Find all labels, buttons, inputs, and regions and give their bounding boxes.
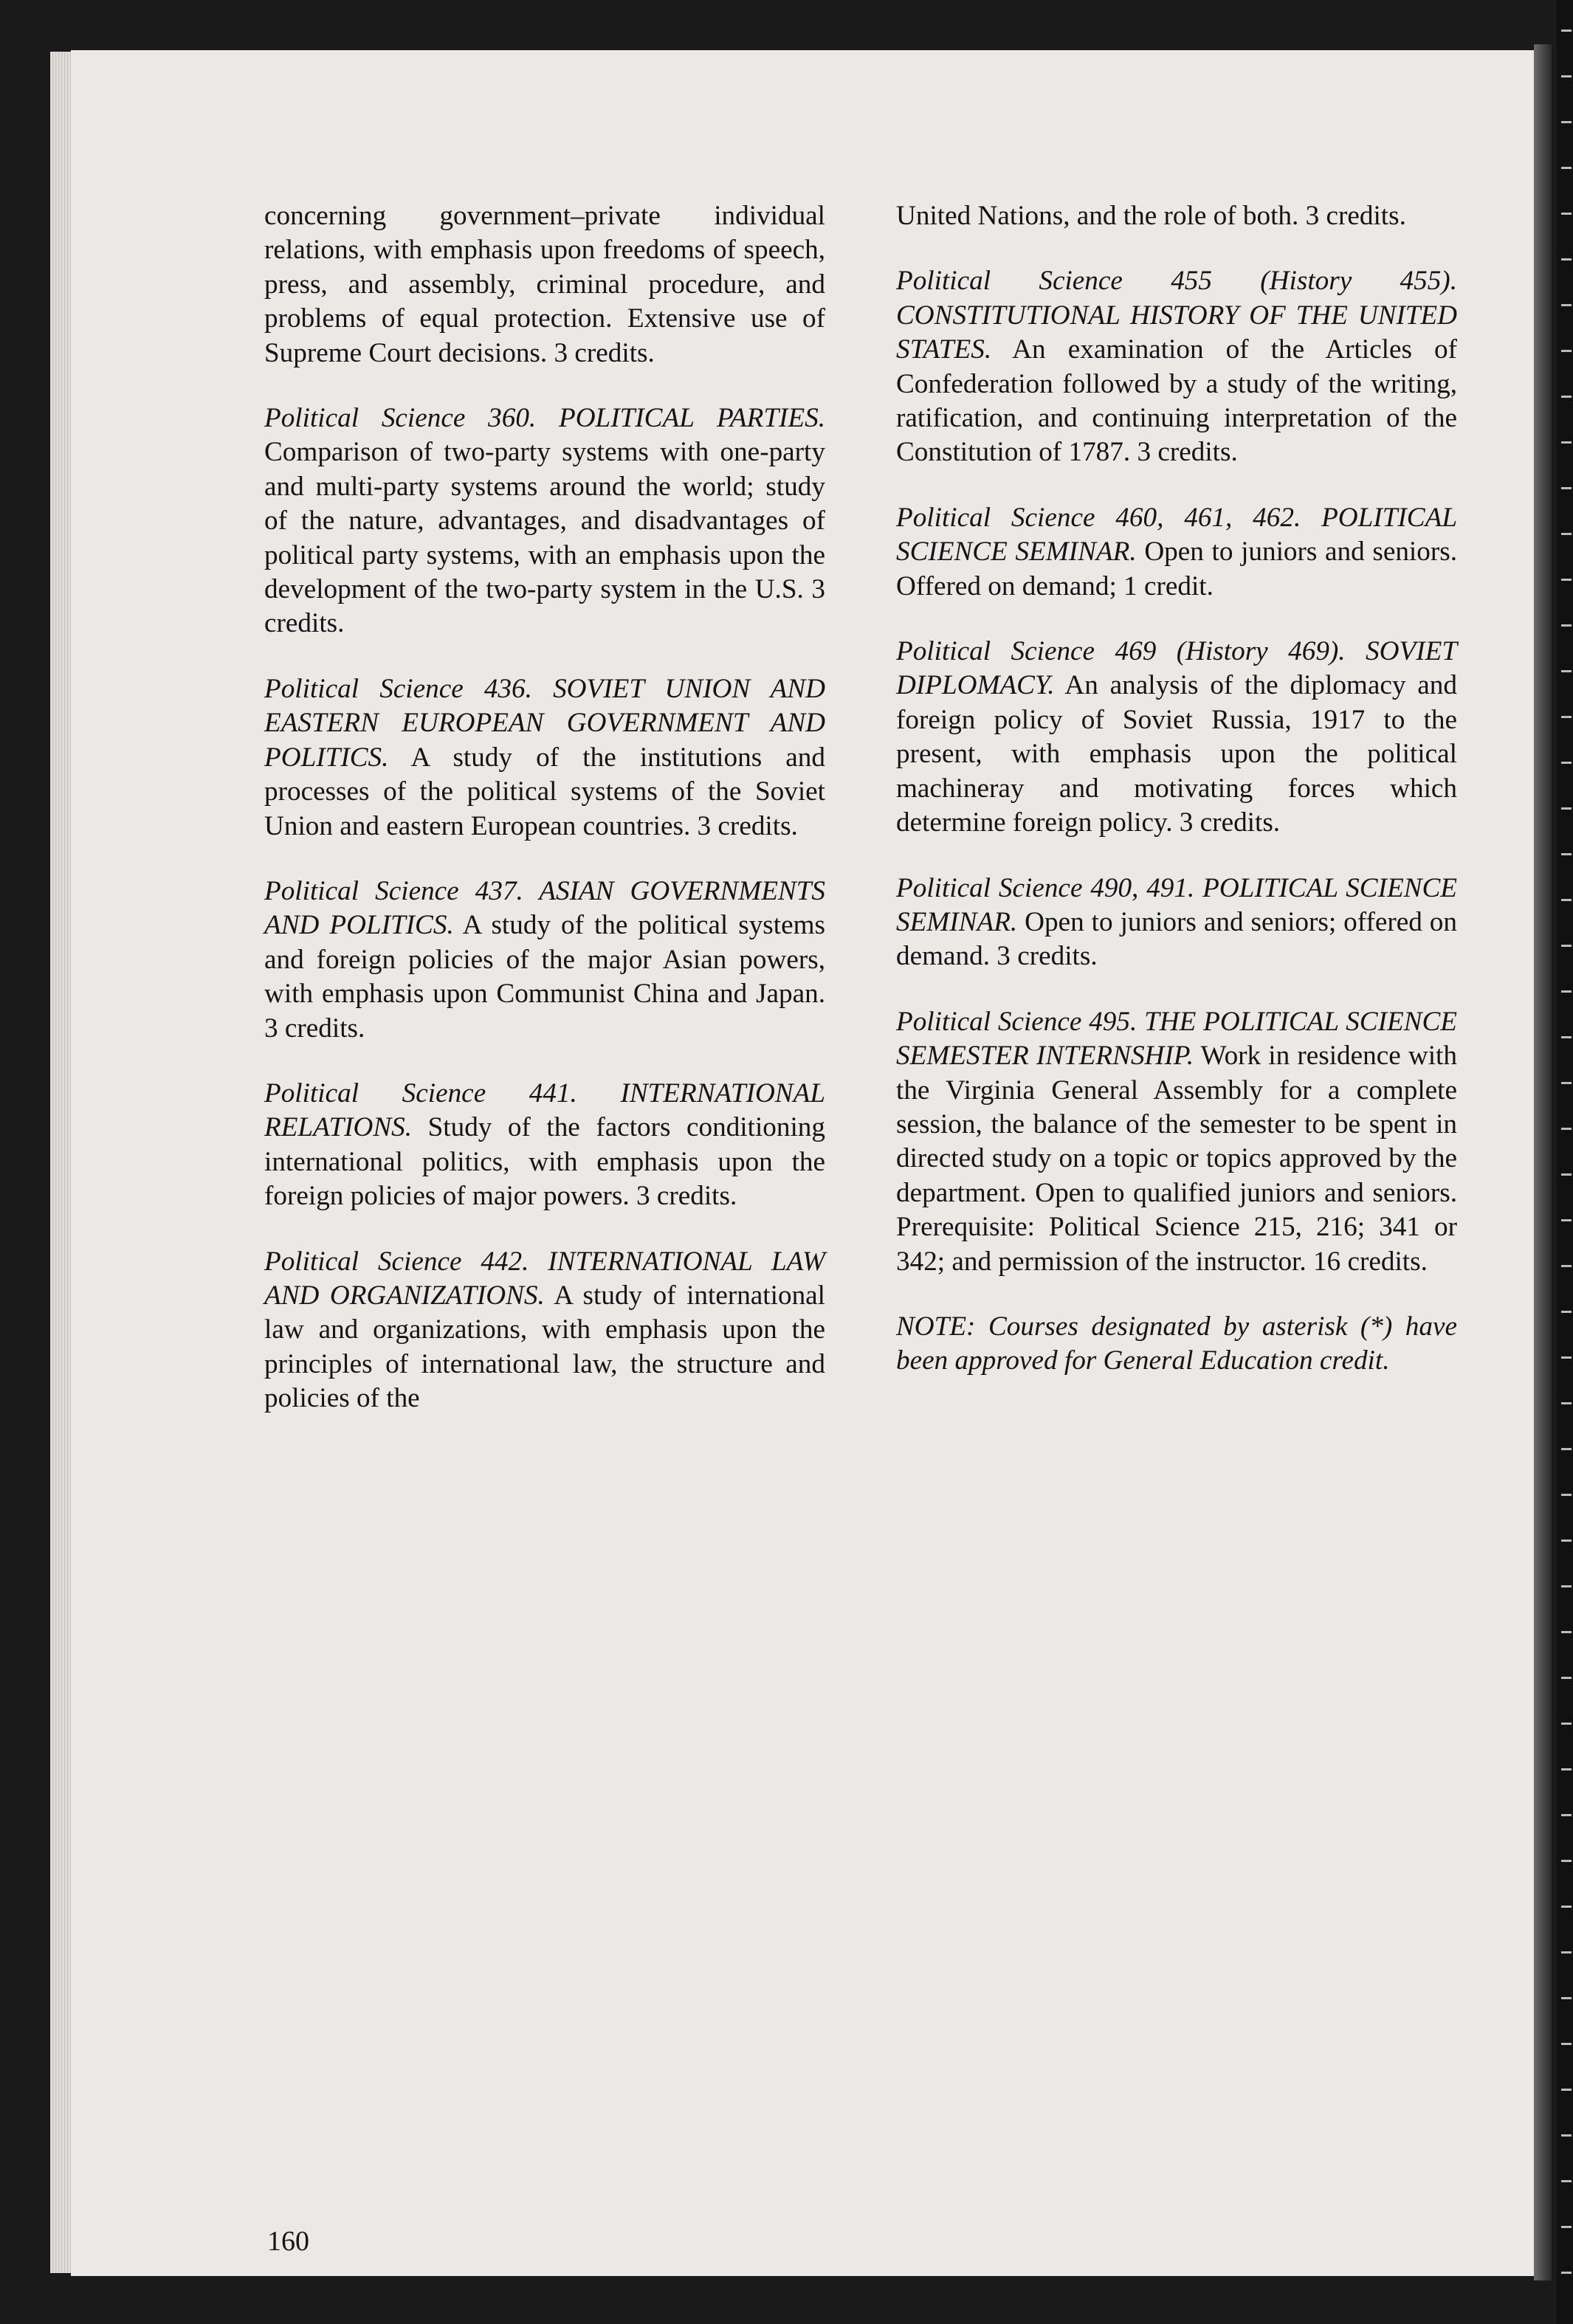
ruler-tick [1561,533,1572,535]
ruler-tick [1561,945,1572,947]
ruler-tick [1561,2043,1572,2045]
course-entry [264,672,825,844]
ruler-tick [1561,2272,1572,2274]
ruler-tick [1561,1082,1572,1084]
book-spine [1534,44,1552,2280]
ruler-tick [1561,716,1572,718]
course-heading: Political Science 441. INTERNATIONAL RELATIONS. [264,1077,825,1143]
course-description: Study of the factors conditioning international politics, with emphasis upon the foreign policies of major powers. 3 credits. [264,1112,825,1212]
ruler-tick [1561,1768,1572,1770]
ruler-tick [1561,350,1572,352]
ruler-tick [1561,624,1572,627]
course-heading: Political Science 437. ASIAN GOVERNMENTS AND POLITICS. [264,875,825,941]
general-education-note: NOTE: Courses designated by asterisk (*) have been approved for General Education credit. [896,1311,1457,1376]
course-entry [896,635,1457,840]
ruler-tick [1561,2134,1572,2137]
course-description: An examination of the Articles of Confederation followed by a study of the writing, ratification, and continuing interpretation of the Constitution of 1787. 3 credits. [896,334,1457,468]
course-entry [896,872,1457,974]
course-entry [896,501,1457,604]
ruler-tick [1561,1677,1572,1679]
ruler-tick [1561,1494,1572,1496]
ruler-tick [1561,1265,1572,1267]
scan-ruler [1557,0,1573,2324]
course-heading: Political Science 436. SOVIET UNION AND EASTERN EUROPEAN GOVERNMENT AND POLITICS. [264,673,825,773]
course-description: An analysis of the diplomacy and foreign policy of Soviet Russia, 1917 to the present, with emphasis upon the political machineray and motivating forces which determine foreign policy. 3 credits. [896,670,1457,838]
course-heading: Political Science 460, 461, 462. POLITICAL SCIENCE SEMINAR. [896,502,1457,568]
ruler-tick [1561,1631,1572,1633]
ruler-tick [1561,1128,1572,1130]
ruler-tick [1561,899,1572,901]
course-continuation: concerning government–private individual relations, with emphasis upon freedoms of speech, press, and assembly, criminal procedure, and problems of equal protection. Extensive use of Supreme Court decisions. 3 credits. [264,201,825,368]
course-heading: Political Science 360. POLITICAL PARTIES. [264,403,825,434]
course-entry [264,401,825,641]
ruler-tick [1561,1539,1572,1542]
ruler-tick [1561,75,1572,77]
ruler-tick [1561,1723,1572,1725]
course-description: Open to juniors and seniors. Offered on demand; 1 credit. [896,537,1457,601]
ruler-tick [1561,258,1572,261]
ruler-tick [1561,670,1572,672]
course-heading: Political Science 490, 491. POLITICAL SCIENCE SEMINAR. [896,872,1457,937]
ruler-tick [1561,487,1572,489]
course-entry [896,264,1457,469]
course-heading: Political Science 495. THE POLITICAL SCIENCE SEMESTER INTERNSHIP. [896,1006,1457,1072]
course-entry [264,1077,825,1214]
course-continuation: United Nations, and the role of both. 3 credits. [896,201,1406,231]
course-heading: Political Science 469 (History 469). SOVIET DIPLOMACY. [896,636,1457,701]
ruler-tick [1561,1585,1572,1587]
ruler-tick [1561,2180,1572,2182]
course-heading: Political Science 455 (History 455). CONSTITUTIONAL HISTORY OF THE UNITED STATES. [896,266,1457,365]
page-number: 160 [267,2226,309,2257]
ruler-tick [1561,441,1572,444]
ruler-tick [1561,2089,1572,2091]
course-heading: Political Science 442. INTERNATIONAL LAW AND ORGANIZATIONS. [264,1246,825,1311]
ruler-tick [1561,2226,1572,2228]
course-entry [264,1245,825,1416]
ruler-tick [1561,167,1572,169]
course-description: Work in residence with the Virginia General Assembly for a complete session, the balance of the semester to be spent in directed study on a topic or topics approved by the department. Open to qualified juniors and seniors. Prerequisite: Political Science 215, 216; 341 or 342; and permission of the instructor. 16 credits. [896,1041,1457,1277]
course-description: Open to juniors and seniors; offered on demand. 3 credits. [896,906,1457,972]
ruler-tick [1561,1311,1572,1313]
ruler-tick [1561,1951,1572,1954]
course-entry [264,875,825,1046]
ruler-tick [1561,579,1572,581]
ruler-tick [1561,1814,1572,1816]
ruler-tick [1561,1997,1572,1999]
right-column [896,199,1457,1406]
ruler-tick [1561,30,1572,32]
left-column [264,199,825,1447]
ruler-tick [1561,1402,1572,1404]
ruler-tick [1561,1356,1572,1359]
page-edge [50,52,71,2273]
ruler-tick [1561,1173,1572,1176]
ruler-tick [1561,762,1572,764]
ruler-tick [1561,213,1572,215]
ruler-tick [1561,1036,1572,1038]
course-description: A study of the political systems and foreign policies of the major Asian powers, with emphasis upon Communist China and Japan. 3 credits. [264,910,825,1044]
ruler-tick [1561,1906,1572,1908]
ruler-tick [1561,990,1572,993]
ruler-tick [1561,853,1572,855]
ruler-tick [1561,304,1572,306]
course-entry [896,1005,1457,1279]
course-description: A study of international law and organizations, with emphasis upon the principles of international law, the structure and policies of the [264,1280,826,1414]
ruler-tick [1561,396,1572,398]
ruler-tick [1561,1860,1572,1862]
ruler-tick [1561,121,1572,123]
ruler-tick [1561,807,1572,810]
ruler-tick [1561,1219,1572,1221]
ruler-tick [1561,1448,1572,1450]
course-description: A study of the institutions and processes of the political systems of the Soviet Union and eastern European countries. 3 credits. [264,742,825,841]
course-description: Comparison of two-party systems with one-party and multi-party systems around the world; study of the nature, advantages, and disadvantages of political party systems, with an emphasis upon the development of the two-party system in the U.S. 3 credits. [264,437,825,639]
